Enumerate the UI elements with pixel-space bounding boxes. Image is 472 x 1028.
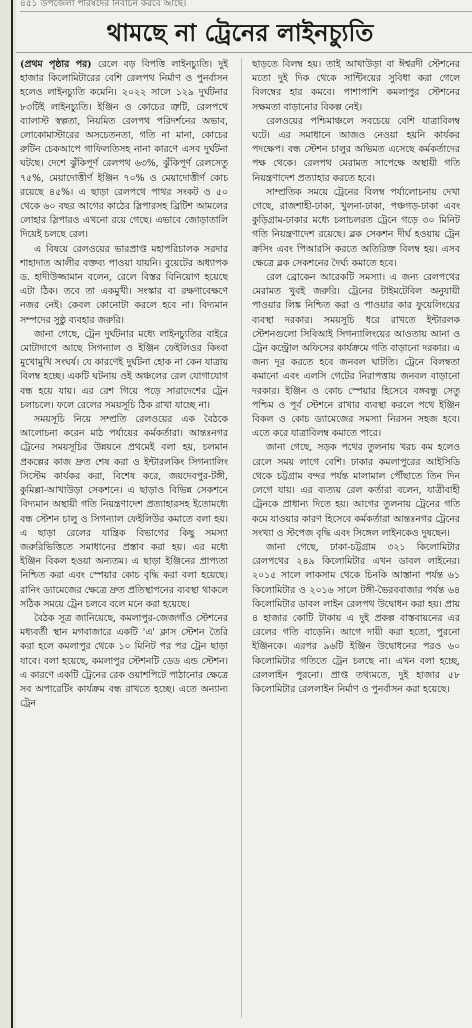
column-divider: [241, 58, 242, 1018]
paragraph-text: সাম্প্রতিক সময়ে ট্রেনের বিলম্ব পর্যালোচনায় দেখা গেছে, রাজশাহী-ঢাকা, খুলনা-ঢাকা, পঞ্চগড়-ঢাকা এবং কুড়িগ্রাম-ঢাকার মধ্যে চলাচলরত ট্রেনে গড়ে ৩০ মিনিট গতি নিয়ন্ত্রণাদেশ রয়েছে। ব্লক সেকশন দীর্ঘ হওয়ায় ট্রেন ক্রসিং এবং পিআরসি করতে অতিরিক্ত বিলম্ব হয়। এসব ক্ষেত্রে ব্লক সেকশনের দৈর্ঘ্য কমাতে হবে।: [252, 186, 460, 269]
article-column-right: [252, 58, 460, 1022]
article-paragraph: [20, 328, 228, 413]
article-paragraph: [252, 58, 460, 115]
article-paragraph: [252, 186, 460, 271]
article-paragraph: [20, 243, 228, 328]
article-paragraph: [252, 541, 460, 697]
paragraph-text: জানা গেছে, সড়ক পথের তুলনায় খরচ কম হলেও রেলে সময় লাগে বেশি। ঢাকার কমলাপুরের আইসিডি থেকে চট্টগ্রাম বন্দর পর্যন্ত মালামাল পৌঁছাতে তিন দিন লেগে যায়। এর ব্যত্যয় রেল কর্তারা বলেন, যাত্রীবাহী ট্রেনকে প্রাধান্য দিতে হয়। আগের তুলনায় ট্রেনের গতি কমে যাওয়ার কারণ হিসেবে কর্মকর্তারা আন্তঃনগর ট্রেনের সংখ্যা ও স্টপেজ বৃদ্ধি এবং সিঙ্গেল লাইনকেও দুষছেন।: [252, 442, 460, 539]
headline-rule: [16, 52, 472, 53]
previous-article-strip: ৪৫১ উপজেলা পরিষদের নির্বাচন করবে আছে।: [20, 0, 472, 12]
paragraph-text: রেল ব্রোকেন আরেকটি সমস্যা। এ জন্য রেলপথের মেরামত খুবই জরুরি। ট্রেনের টাইমটেবিল অনুযায়ী পাওয়ার লিঙ্ক নিশ্চিত করা ও পাওয়ার কার ফুয়েলিংয়ের ব্যবস্থা দরকার। সময়সূচি ধরে রাখতে ইন্টারলক স্টেশনগুলো সিবিআই সিগন্যালিংয়ের আওতায় আনা ও ট্রেন কন্ট্রোল অফিসের কার্যক্রমে গতি বাড়ানো দরকার। এ জন্য দূর করতে হবে জনবল ঘাটতি। ট্রেনে বিলম্বতা কমানো এবং এলসি গেটের নিরাপত্তায় জনবল বাড়ানো দরকার। ইঞ্জিন ও কোচ স্পেয়ার হিসেবে বঙ্গবন্ধু সেতু পশ্চিম ও পূর্ব স্টেশনে রাখার ব্যবস্থা করলে পথে ইঞ্জিন বিকল ও কোচ ড্যামেজের সমস্যা নিরসন সহজ হবে। এতে করে যাত্রাবিলম্ব কমাতে পারে।: [252, 272, 460, 440]
paragraph-text: জানা গেছে, ঢাকা-চট্টগ্রাম ৩২১ কিলোমিটার রেলপথের ২৪৯ কিলোমিটার এখন ডাবল লাইনের। ২০১৫ সালে লাকসাম থেকে চিনকি আস্তানা পর্যন্ত ৬১ কিলোমিটার ও ২০১৬ সালে টঙ্গী-ভৈরববাজার পর্যন্ত ৬৪ কিলোমিটার ডাবল লাইন রেলপথ উদ্বোধন করা হয়। প্রায় ৪ হাজার কোটি টাকায় এ দুই প্রকল্প বাস্তবায়নের এর রেলের গতি বাড়েনি। আগে দায়ী করা হতো, পুরনো ইঞ্জিনকে। এরপর ৯৬টি ইঞ্জিন উদ্বোধনের পরও ৬০ কিলোমিটার গতিতে ট্রেন চলছে না। এখন বলা হচ্ছে, রেললাইন পুরনো। প্রাপ্ত তথ্যমতে, দুই হাজার ৫৮ কিলোমিটার রেললাইন নির্মাণ ও পুনর্বাসন করা হয়েছে।: [252, 541, 460, 695]
article-paragraph: [20, 413, 228, 612]
article-paragraph: [20, 612, 228, 711]
paragraph-text: সময়সূচি নিয়ে সম্প্রতি রেলওয়ের এক বৈঠকে আলোচনা করেন মাঠ পর্যায়ের কর্মকর্তারা। আন্তঃনগর ট্রেনের সময়সূচির উন্নয়নে প্রথমেই বলা হয়, চলমান প্রকল্পের কাজ দ্রুত শেষ করা ও ইন্টারলকিং সিগন্যালিং সিস্টেম কার্যকর করা, বিশেষ করে, জয়দেবপুর-টঙ্গী, কুমিল্লা-আখাউড়া সেকশনে। এ ছাড়াও বিভিন্ন সেকশনে বিদ্যমান অস্থায়ী গতি নিয়ন্ত্রণাদেশ প্রত্যাহারসহ ইতোমধ্যে বন্ধ স্টেশন চালু ও সিগন্যাল ফেইলিউর কমাতে বলা হয়। এ ছাড়া রেলের যান্ত্রিক বিভাগের কিছু সমস্যা জরুরিভিত্তিতে সমাধানের প্রস্তাব করা হয়। এর মধ্যে ইঞ্জিন বিকল হওয়া অন্যতম। এ ছাড়া ইঞ্জিনের প্রাপ্যতা নিশ্চিত করা এবং স্পেয়ার কোচ বৃদ্ধি করা বলা হয়েছে। রানিং ড্যামেজের ক্ষেত্রে দ্রুত প্রতিস্থাপনের ব্যবস্থা থাকলে সঠিক সময়ে ট্রেন চলবে বলে মনে করা হয়েছে।: [20, 414, 228, 610]
paragraph-text: এ বিষয়ে রেলওয়ের ভারপ্রাপ্ত মহাপরিচালক সরদার শাহাদাত আলীর বক্তব্য পাওয়া যায়নি। বুয়েটের অধ্যাপক ড. হাদীউজ্জামান বলেন, রেলে বিস্তর বিনিয়োগ হয়েছে এটা ঠিক। তবে তা একমুখী। সংস্কার বা রক্ষণাবেক্ষণে নজর নেই। কেবল কোনোটা করলে হবে না। বিদ্যমান সম্পদের সুষ্ঠু ব্যবহার জরুরি।: [20, 243, 228, 326]
paragraph-text: ছাড়তে বিলম্ব হয়। তাই আখাউড়া বা ঈশ্বরদী স্টেশনের মতো দুই দিক থেকে সান্টিংয়ের সুবিধা করা গেলে বিলম্বের হার কমবে। পাশাপাশি কমলাপুর স্টেশনের সক্ষমতা বাড়ানোর বিকল্প নেই।: [252, 59, 460, 113]
continuation-marker: (প্রথম পৃষ্ঠার পর): [20, 59, 92, 70]
article-paragraph: [252, 271, 460, 441]
paragraph-text: জানা গেছে, ট্রেন দুর্ঘটনার মধ্যে লাইনচ্যুতির বাইরে মোটাদাগে আছে সিগন্যাল ও ইঞ্জিন ফেইলিওর কিংবা মুখোমুখি সংঘর্ষ। যে কারণেই দুর্ঘটনা হোক না কেন যাত্রায় বিলম্ব হচ্ছে। একটি ঘটনায় ওই অঞ্চলের রেল যোগাযোগ বন্ধ হয়ে যায়। এর রেশ গিয়ে পড়ে সারাদেশের ট্রেন চলাচলে। ফলে রেলের সময়সূচি ঠিক রাখা যাচ্ছে না।: [20, 328, 228, 411]
article-paragraph: [252, 115, 460, 186]
article-paragraph: [20, 58, 228, 243]
column-border-line: [11, 0, 13, 1028]
article-column-left: [20, 58, 228, 1022]
article-paragraph: [252, 441, 460, 540]
paragraph-text: বৈঠক সূত্র জানিয়েছে, কমলাপুর-জেজগাঁও স্টেশনের মধ্যবর্তী স্থান মগবাজারে একটি 'এ' ক্লাস স্টেশন তৈরি করা হলে কমলাপুর থেকে ১০ মিনিট পর পর ট্রেন ছাড়া যাবে। বলা হয়েছে, কমলাপুর স্টেশনটি ডেড এন্ড স্টেশন। এ কারণে একটি ট্রেনের রেক ওয়াশপিটে পাঠানোর ক্ষেত্রে সব অপারেটিং কার্যক্রম বন্ধ রাখতে হচ্ছে। এতে অন্যান্য ট্রেন: [20, 612, 228, 710]
page-margin: [0, 0, 16, 1028]
paragraph-text: রেলে বড় বিপত্তি লাইনচ্যুতি। দুই হাজার কিলোমিটারের বেশি রেলপথ নির্মাণ ও পুনর্বাসন হলেও লাইনচ্যুতি কমেনি। ২০২২ সালে ১২৯ দুর্ঘটনার ৮৩টিই লাইনচ্যুতি। ইঞ্জিন ও কোচের ত্রুটি, রেলপথে ব্যালাস্ট স্বল্পতা, নিয়মিত রেলপথ পরিদর্শনের অভাব, লোকোমাস্টারের অসচেতনতা, গতি না মানা, কোচের রুটিন চেকআপে গাফিলতিসহ নানা কারণে এসব দুর্ঘটনা ঘটছে। দেশে ঝুঁকিপূর্ণ রেলপথ ৬৩%, ঝুঁকিপূর্ণ রেলসেতু ৭৫%, মেয়াদোত্তীর্ণ ইঞ্জিন ৭০% ও মেয়াদোত্তীর্ণ কোচ রয়েছে ৪৫%। এ ছাড়া রেলপথে পাথর সংকট ও ৫০ থেকে ৬০ বছর আগের কাঠের স্লিপারসহ ব্রিটিশ আমলের লোহার স্লিপারও এখনো রয়ে গেছে। এভাবে জোড়াতালি দিয়েই চলছে রেল।: [20, 59, 228, 241]
article-headline: থামছে না ট্রেনের লাইনচ্যুতি: [106, 19, 374, 47]
paragraph-text: রেলওয়ের পশ্চিমাঞ্চলে সবচেয়ে বেশি যাত্রাবিলম্ব ঘটে। এর সমাধানে আজও নেওয়া হয়নি কার্যকর পদক্ষেপ। বন্ধ স্টেশন চালুর অভিমত এসেছে কর্মকর্তাদের পক্ষ থেকে। রেলপথ মেরামত সাপেক্ষে অস্থায়ী গতি নিয়ন্ত্রণাদেশ প্রত্যাহার করতে হবে।: [252, 115, 460, 184]
